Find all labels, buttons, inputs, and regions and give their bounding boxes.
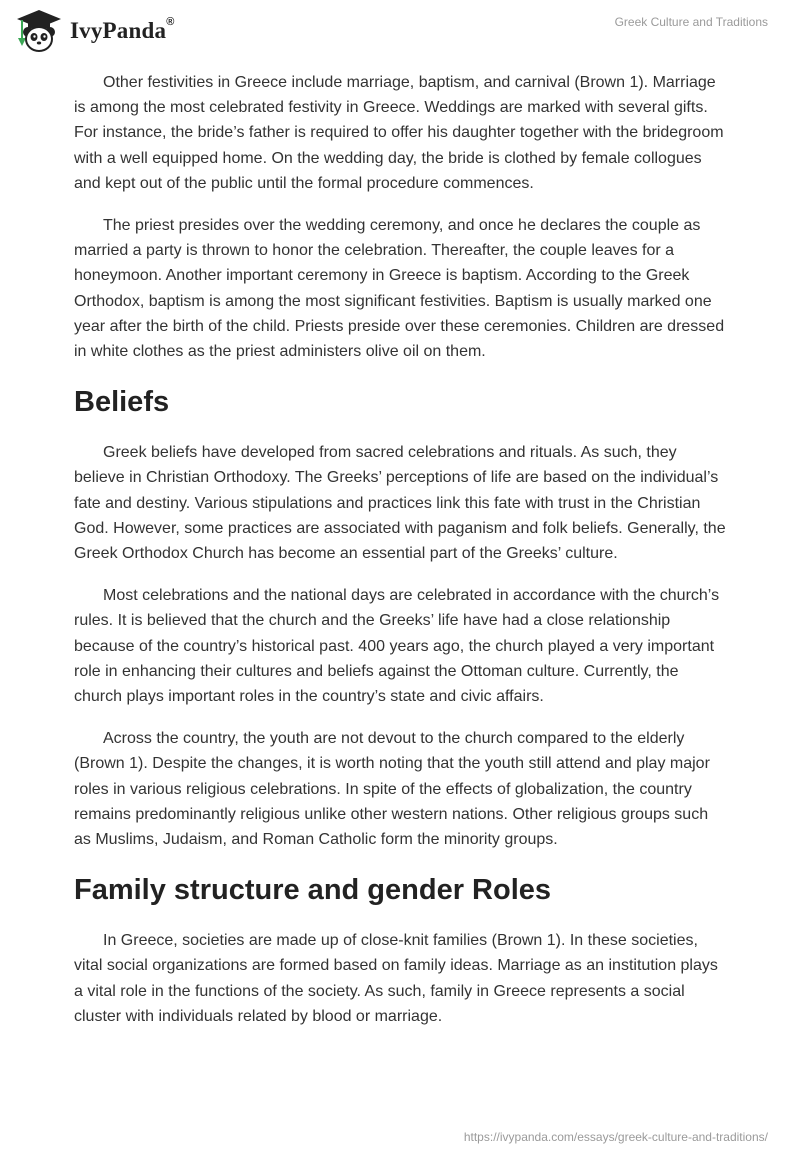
paragraph: In Greece, societies are made up of close-knit families (Brown 1). In these societies, vital social organizations are formed based on family ideas. Marriage as an institution plays a vital role in the functions of the society. As such, family in Greece represents a social cluster with individuals related by blood or marriage. bbox=[74, 932, 718, 1025]
source-url-link[interactable]: https://ivypanda.com/essays/greek-culture-and-traditions/ bbox=[463, 1130, 768, 1144]
paragraph: Across the country, the youth are not devout to the church compared to the elderly (Brown 1). Despite the changes, it is worth noting that the youth still attend and play major roles in various religious celebrations. In spite of the effects of globalization, the country remains predominantly religious unlike other western nations. Other religious groups such as Muslims, Judaism, and Roman Catholic form the minority groups. bbox=[74, 730, 710, 849]
ivypanda-logo[interactable] bbox=[14, 8, 175, 54]
paragraph: Most celebrations and the national days are celebrated in accordance with the church’s rules. It is believed that the church and the Greeks’ life have had a close relationship because of the country’s historical past. 400 years ago, the church played a very important role in enhancing their cultures and beliefs against the Ottoman culture. Currently, the church plays important roles in the country’s state and civic affairs. bbox=[74, 587, 720, 706]
paragraph: The priest presides over the wedding ceremony, and once he declares the couple as married a party is thrown to honor the celebration. Thereafter, the couple leaves for a honeymoon. Another important ceremony in Greece is baptism. According to the Greek Orthodox, baptism is among the most significant festivities. Baptism is usually marked one year after the birth of the child. Priests preside over these ceremonies. Children are dressed in white clothes as the priest administers olive oil on them. bbox=[74, 217, 725, 361]
page-header bbox=[0, 0, 800, 62]
paragraph: Other festivities in Greece include marriage, baptism, and carnival (Brown 1). Marriage is among the most celebrated festivity in Greece. Weddings are marked with several gifts. For instance, the bride’s father is required to offer his daughter together with the bridegroom with a well equipped home. On the wedding day, the bride is clothed by female collogues and kept out of the public until the formal procedure commences. bbox=[74, 74, 724, 192]
section-heading-beliefs: Beliefs bbox=[74, 386, 170, 419]
section-heading-family: Family structure and gender Roles bbox=[74, 874, 552, 907]
paragraph: Greek beliefs have developed from sacred celebrations and rituals. As such, they believe in Christian Orthodoxy. The Greeks’ perceptions of life are based on the individual’s fate and destiny. Various stipulations and practices link this fate with trust in the Christian God. However, some practices are associated with paganism and folk beliefs. Generally, the Greek Orthodox Church has become an essential part of the Greeks’ culture. bbox=[74, 444, 726, 563]
brand-name: IvyPanda® bbox=[70, 16, 175, 43]
document-title: Greek Culture and Traditions bbox=[614, 15, 768, 29]
essay-content bbox=[74, 70, 726, 1046]
panda-graduate-icon bbox=[14, 8, 64, 54]
